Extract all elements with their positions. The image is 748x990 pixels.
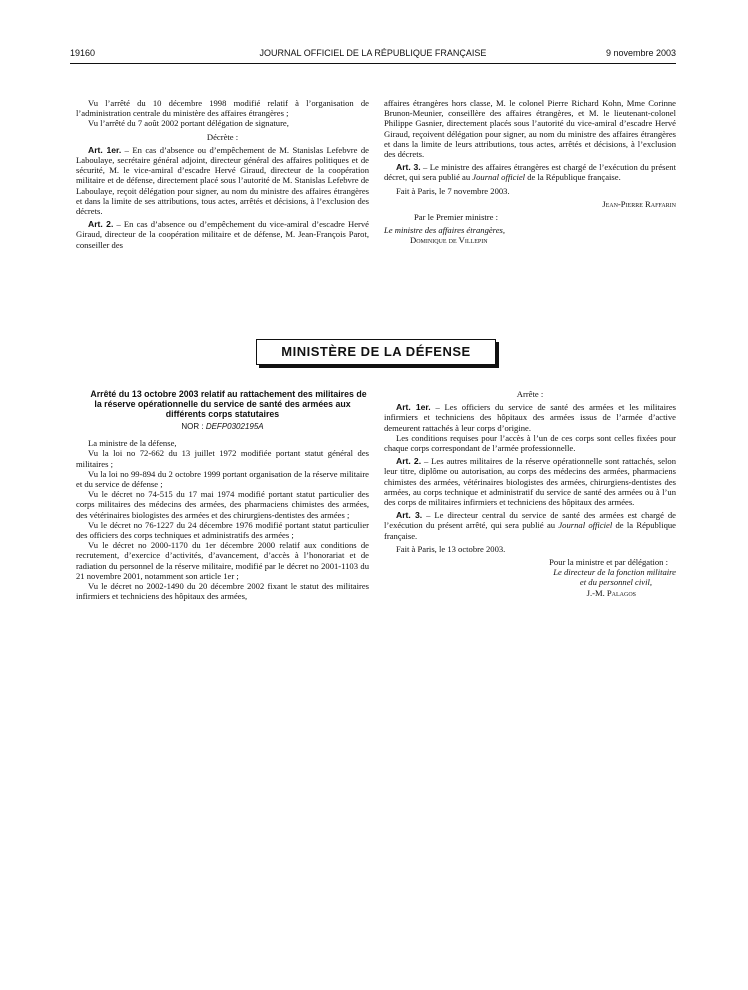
decree-by-prime-minister: Par le Premier ministre :: [414, 212, 499, 223]
arrete-title: Arrêté du 13 octobre 2003 relatif au rattachement des militaires de la réserve opérationnelle du service de santé des armées aux différents corps statutaires: [90, 389, 367, 419]
arrete-article-3-label: Art. 3.: [396, 510, 423, 521]
arrete-article-1-para-2: Les conditions requises pour l’accès à l’un de ces corps sont celles fixées pour chaque corps correspondant de l’armée professionnelle.: [384, 432, 676, 454]
arrete-article-1: [384, 402, 676, 433]
ministry-heading: MINISTÈRE DE LA DÉFENSE: [256, 339, 496, 365]
arrete-visa-2: Vu la loi no 99-894 du 2 octobre 1999 portant organisation de la réserve militaire et du service de défense ;: [76, 468, 369, 490]
arrete-column-left: [76, 389, 369, 601]
arrete-column-right: [384, 389, 676, 598]
nor-reference: [76, 422, 369, 432]
arrete-director-title-1: Le directeur de la fonction militaire: [553, 567, 676, 578]
decree-decrete: Décrète :: [206, 131, 239, 142]
decree-visa-1: Vu l’arrêté du 10 décembre 1998 modifié relatif à l’organisation de l’administration centrale du ministère des affaires étrangères ;: [76, 98, 369, 119]
arrete-visa-6: Vu le décret no 2002-1490 du 20 décembre 2002 fixant le statut des militaires infirmiers et techniciens des hôpitaux des armées,: [76, 581, 369, 602]
arrete-director-title-2: et du personnel civil,: [579, 577, 652, 588]
arrete-article-3-journal: Journal officiel: [558, 520, 613, 531]
arrete-article-3-text-a: – Le directeur central du service de santé des armées est chargé de l’exécution du présent arrêté, qui sera publié au: [384, 510, 676, 531]
decree-article-2-text: – En cas d’absence ou d’empêchement du vice-amiral d’escadre Hervé Giraud, directeur de la coopération militaire et de défense, M. Jean-François Parot, conseiller des: [76, 219, 369, 250]
decree-article-3-journal: Journal officiel: [472, 172, 526, 183]
arrete-done-at: Fait à Paris, le 13 octobre 2003.: [396, 543, 506, 554]
arrete-article-2-text: – Les autres militaires de la réserve opérationnelle sont rattachés, selon leur titre, diplôme ou autorisation, au corps des médecins des armées, pharmaciens chimistes des armées, vétérinaires biologistes des armées, chirurgiens-dentistes des armées, au corps technique et administratif du service de santé des armées ou à l’un des corps de militaires infirmiers et techniciens des hôpitaux des armées.: [384, 456, 676, 508]
decree-signatory: Jean-Pierre Raffarin: [602, 198, 676, 209]
decree-article-2-continued: affaires étrangères hors classe, M. le colonel Pierre Richard Kohn, Mme Corinne Brunon-Meunier, conseillère des affaires étrangères, et M. le lieutenant-colonel Philippe Gasnier, directement placés sous l’autorité du vice-amiral d’escadre Hervé Giraud, reçoivent délégation pour signer, au nom du ministre des affaires étrangères et dans la limite de leurs attributions, tous actes, arrêtés et décisions, à l’exclusion des décrets.: [384, 98, 676, 160]
arrete-article-3: [384, 510, 676, 541]
arrete-article-3-text-b: de la République française.: [384, 520, 676, 541]
journal-title: JOURNAL OFFICIEL DE LA RÉPUBLIQUE FRANÇAISE: [259, 48, 487, 58]
page-number: 19160: [70, 48, 96, 58]
arrete-visa-5: Vu le décret no 2000-1170 du 1er décembre 2000 relatif aux conditions de recrutement, d’exercice d’activités, d’avancement, d’accès à l’honorariat et de radiation du personnel de la réserve militaire, modifié par le décret no 2001-1103 du 21 novembre 2001, notamment son article 1er ;: [76, 540, 369, 581]
decree-article-3: [384, 162, 676, 182]
issue-date: 9 novembre 2003: [605, 48, 676, 58]
decree-done-at: Fait à Paris, le 7 novembre 2003.: [396, 185, 510, 196]
arrete-minister: La ministre de la défense,: [88, 438, 177, 449]
decree-article-1-text: – En cas d’absence ou d’empêchement de M. Stanislas Lefebvre de Laboulaye, secrétaire général adjoint, directeur général des affaires politiques et de sécurité, M. le vice-amiral d’escadre Hervé Giraud, directeur de la coopération militaire et de défense, directement placé sous l’autorité de M. Stanislas Lefebvre de Laboulaye, reçoit délégation pour signer, au nom du ministre des affaires étrangères et dans la limite de ses attributions, tous actes, arrêtés et décisions, à l’exclusion des décrets.: [76, 144, 369, 217]
decree-column-right: [384, 98, 676, 246]
decree-minister-title: Le ministre des affaires étrangères,: [384, 225, 506, 236]
decree-article-3-text-a: – Le ministre des affaires étrangères est chargé de l’exécution du présent décret, qui sera publié au: [384, 162, 676, 183]
arrete-word: Arrête :: [516, 389, 544, 399]
decree-article-2-label: Art. 2.: [88, 219, 114, 230]
decree-article-1-label: Art. 1er.: [88, 144, 122, 155]
arrete-article-1-text: – Les officiers du service de santé des armées et les militaires infirmiers et techniciens des hôpitaux des armées issus de l’armée d’active demeurent rattachés à leur corps d’origine.: [384, 402, 676, 433]
nor-code: DEFP0302195A: [205, 422, 264, 431]
arrete-delegation: Pour la ministre et par délégation :: [549, 557, 668, 568]
decree-article-3-label: Art. 3.: [396, 162, 421, 173]
arrete-article-1-label: Art. 1er.: [396, 402, 431, 413]
decree-article-2: [76, 219, 369, 250]
decree-article-1: [76, 145, 369, 216]
arrete-visa-4: Vu le décret no 76-1227 du 24 décembre 1976 modifié portant statut particulier des officiers des corps techniques et administratifs des armées ;: [76, 519, 369, 541]
decree-minister-name: Dominique de Villepin: [410, 235, 488, 246]
decree-column-left: [76, 98, 369, 250]
decree-article-3-text-b: de la République française.: [525, 172, 621, 183]
arrete-visa-1: Vu la loi no 72-662 du 13 juillet 1972 modifiée portant statut général des militaires ;: [76, 448, 369, 469]
arrete-article-2: [384, 456, 676, 507]
nor-label: NOR :: [181, 422, 206, 431]
page-header: [70, 48, 676, 62]
header-rule: [70, 63, 676, 64]
arrete-visa-3: Vu le décret no 74-515 du 17 mai 1974 modifié portant statut particulier des corps militaires des médecins des armées, des pharmaciens chimistes des armées, des vétérinaires biologistes des armées et des chirurgiens-dentistes des armées ;: [76, 489, 369, 520]
arrete-article-2-label: Art. 2.: [396, 456, 422, 467]
decree-visa-2: Vu l’arrêté du 7 août 2002 portant délégation de signature,: [88, 118, 289, 129]
arrete-director-name: J.-M. Palagos: [586, 587, 636, 598]
